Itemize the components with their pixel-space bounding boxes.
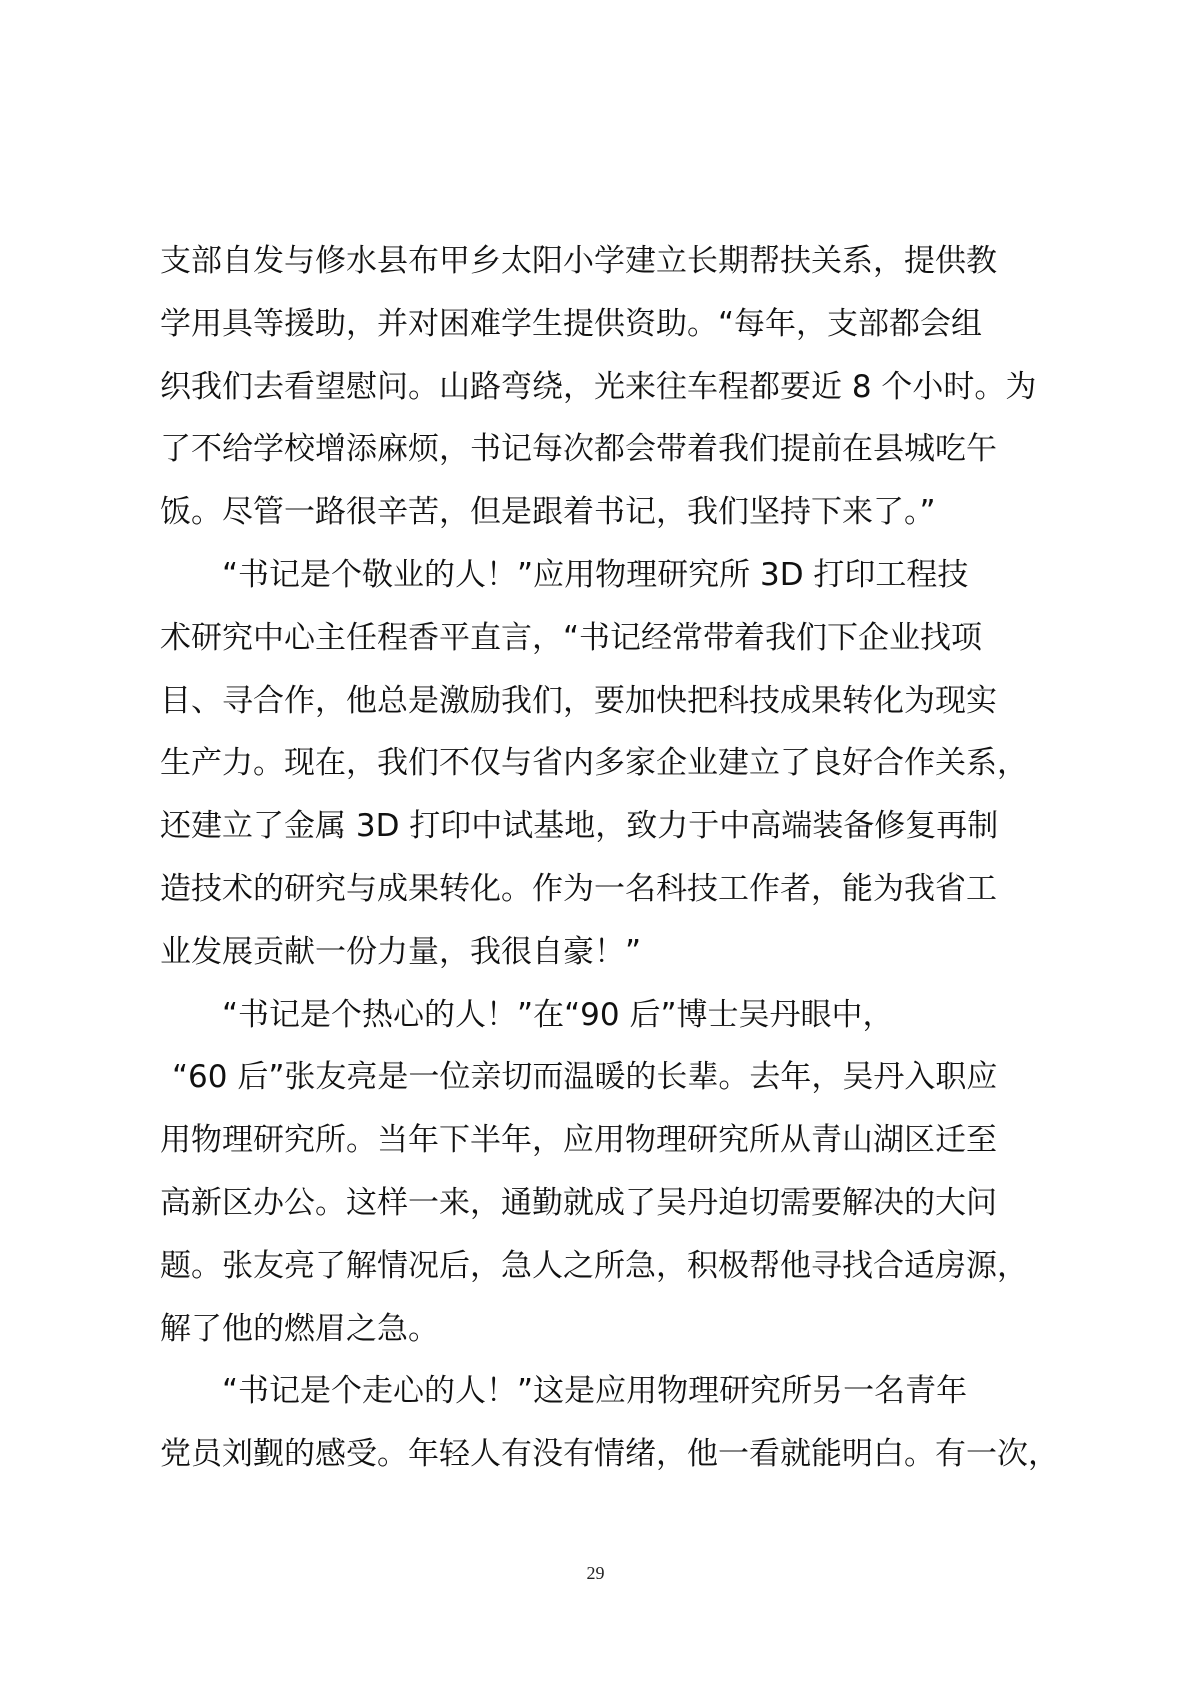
paragraph-start-line: “书记是个敬业的人！”应用物理研究所 3D 打印工程技 — [222, 556, 969, 593]
paragraph-start-line: “书记是个热心的人！”在“90 后”博士吴丹眼中， — [222, 996, 894, 1033]
text-line: 业发展贡献一份力量，我很自豪！” — [160, 933, 642, 970]
body-text — [160, 230, 1060, 1486]
text-line: 织我们去看望慰问。山路弯绕，光来往车程都要近 8 个小时。为 — [160, 368, 1037, 405]
text-line: 生产力。现在，我们不仅与省内多家企业建立了良好合作关系， — [160, 745, 1028, 782]
text-line: 饭。尽管一路很辛苦，但是跟着书记，我们坚持下来了。” — [160, 494, 936, 531]
text-line: 学用具等援助，并对困难学生提供资助。“每年，支部都会组 — [160, 305, 983, 342]
text-line: 目、寻合作，他总是激励我们，要加快把科技成果转化为现实 — [160, 682, 997, 719]
text-line: 还建立了金属 3D 打印中试基地，致力于中高端装备修复再制 — [160, 808, 999, 845]
text-line: “60 后”张友亮是一位亲切而温暖的长辈。去年，吴丹入职应 — [172, 1059, 998, 1096]
text-line: 造技术的研究与成果转化。作为一名科技工作者，能为我省工 — [160, 870, 997, 907]
text-line: 党员刘觐的感受。年轻人有没有情绪，他一看就能明白。有一次， — [160, 1436, 1059, 1473]
text-line: 高新区办公。这样一来，通勤就成了吴丹迫切需要解决的大问 — [160, 1184, 997, 1221]
text-line: 题。张友亮了解情况后，急人之所急，积极帮他寻找合适房源， — [160, 1247, 1028, 1284]
page-number: 29 — [586, 1563, 605, 1583]
text-line: 了不给学校增添麻烦，书记每次都会带着我们提前在县城吃午 — [160, 431, 997, 468]
text-line: 解了他的燃眉之急。 — [160, 1310, 439, 1347]
text-line: 支部自发与修水县布甲乡太阳小学建立长期帮扶关系，提供教 — [160, 243, 997, 279]
paragraph-start-line: “书记是个走心的人！”这是应用物理研究所另一名青年 — [222, 1373, 968, 1410]
text-line: 用物理研究所。当年下半年，应用物理研究所从青山湖区迁至 — [160, 1122, 997, 1159]
text-line: 术研究中心主任程香平直言，“书记经常带着我们下企业找项 — [160, 619, 983, 656]
